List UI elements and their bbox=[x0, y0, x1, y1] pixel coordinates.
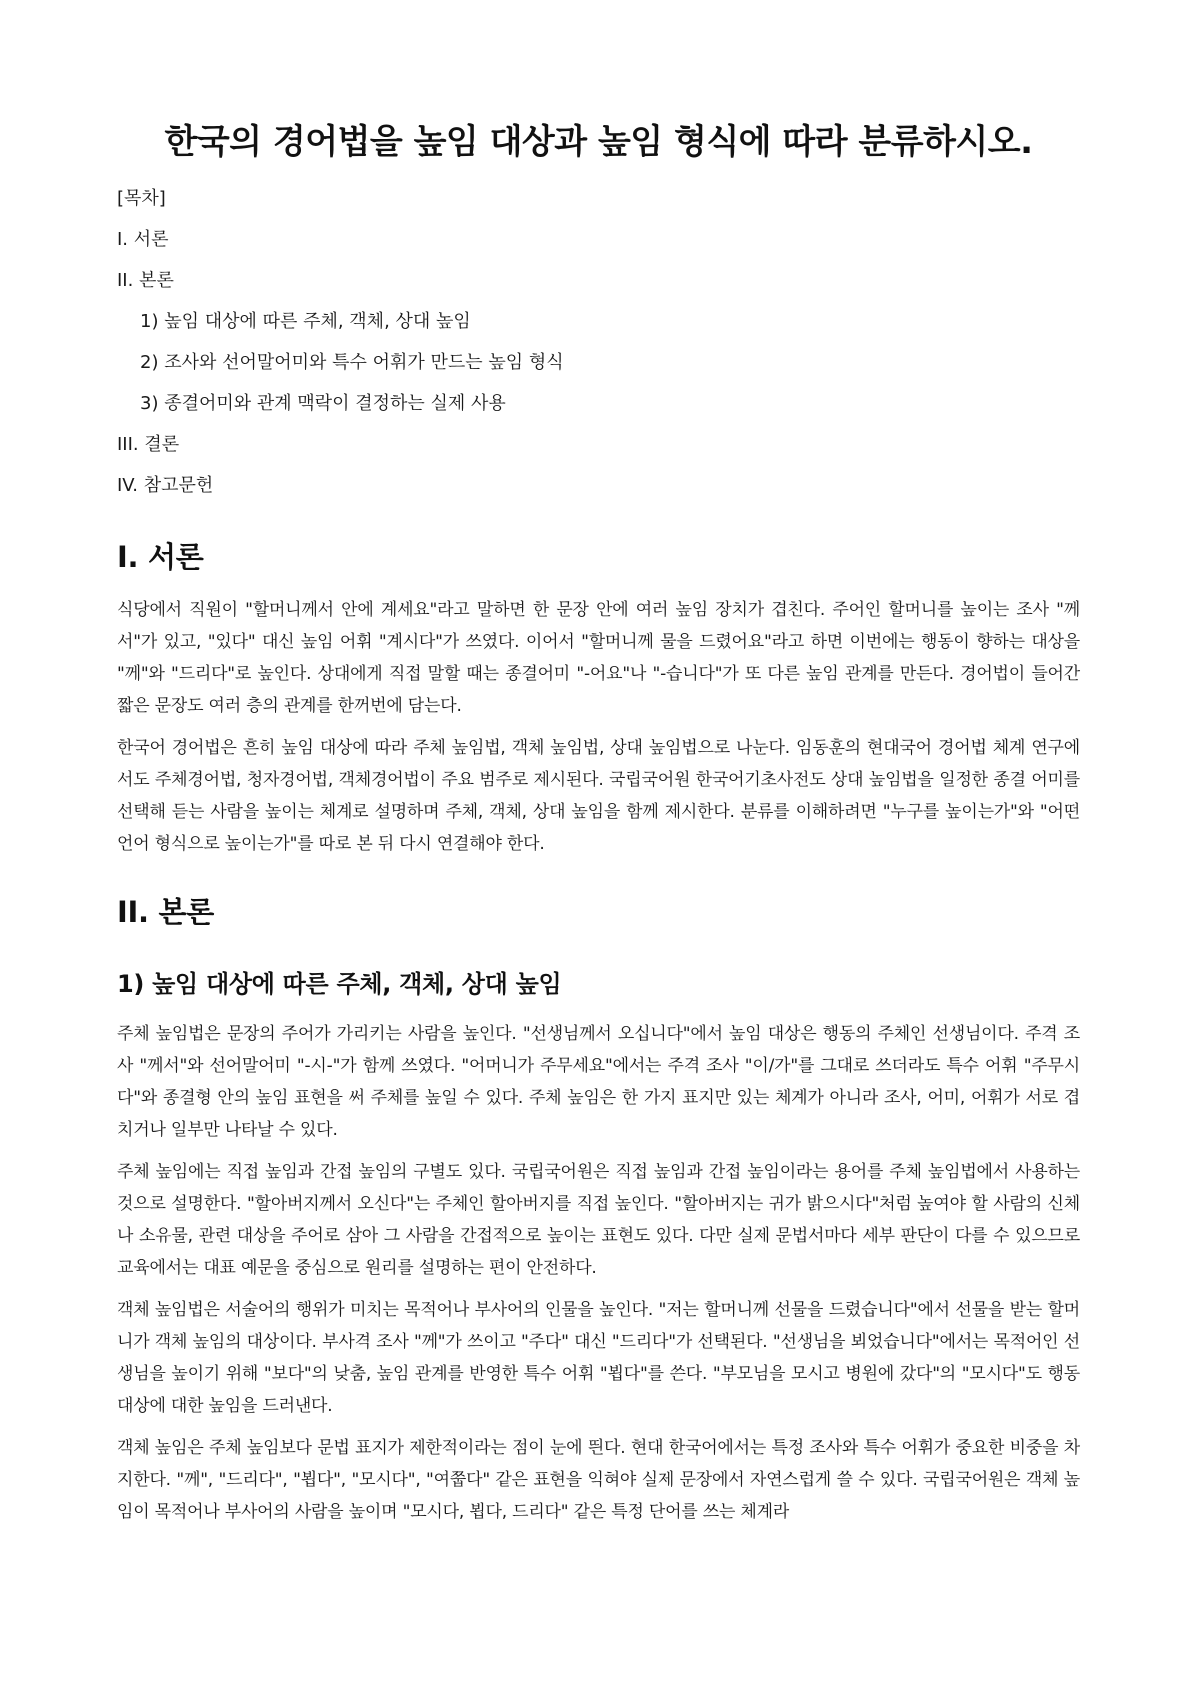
paragraph: 주체 높임에는 직접 높임과 간접 높임의 구별도 있다. 국립국어원은 직접 높임과 간접 높임이라는 용어를 주체 높임법에서 사용하는 것으로 설명한다. "할아버지께서 오신다"는 주체인 할아버지를 직접 높인다. "할아버지는 귀가 밝으시다"처럼 높여야 할 사람의 신체나 소유물, 관련 대상을 주어로 삼아 그 사람을 간접적으로 높이는 표현도 있다. 다만 실제 문법서마다 세부 판단이 다를 수 있으므로 교육에서는 대표 예문을 중심으로 원리를 설명하는 편이 안전하다. bbox=[117, 1162, 1080, 1278]
toc-heading: [목차] bbox=[117, 188, 166, 209]
toc-subitem: 3) 종결어미와 관계 맥락이 결정하는 실제 사용 bbox=[140, 393, 506, 414]
toc-item: I. 서론 bbox=[117, 229, 169, 250]
subsection-heading: 1) 높임 대상에 따른 주체, 객체, 상대 높임 bbox=[117, 970, 562, 998]
section-heading-body: II. 본론 bbox=[117, 895, 214, 929]
toc-item: IV. 참고문헌 bbox=[117, 475, 214, 496]
paragraph: 주체 높임법은 문장의 주어가 가리키는 사람을 높인다. "선생님께서 오십니다"에서 높임 대상은 행동의 주체인 선생님이다. 주격 조사 "께서"와 선어말어미 "-시-"가 함께 쓰였다. "어머니가 주무세요"에서는 주격 조사 "이/가"를 그대로 쓰더라도 특수 어휘 "주무시다"와 종결형 안의 높임 표현을 써 주체를 높일 수 있다. 주체 높임은 한 가지 표지만 있는 체계가 아니라 조사, 어미, 어휘가 서로 겹치거나 일부만 나타날 수 있다. bbox=[117, 1024, 1080, 1140]
toc-subitem: 1) 높임 대상에 따른 주체, 객체, 상대 높임 bbox=[140, 311, 471, 332]
paragraph: 객체 높임은 주체 높임보다 문법 표지가 제한적이라는 점이 눈에 띈다. 현대 한국어에서는 특정 조사와 특수 어휘가 중요한 비중을 차지한다. "께", "드리다", "뵙다", "모시다", "여쭙다" 같은 표현을 익혀야 실제 문장에서 자연스럽게 쓸 수 있다. 국립국어원은 객체 높임이 목적어나 부사어의 사람을 높이며 "모시다, 뵙다, 드리다" 같은 특정 단어를 쓰는 체계라 bbox=[117, 1438, 1080, 1522]
toc-subitem: 2) 조사와 선어말어미와 특수 어휘가 만드는 높임 형식 bbox=[140, 352, 564, 373]
section-heading-introduction: I. 서론 bbox=[117, 540, 204, 574]
paragraph: 객체 높임법은 서술어의 행위가 미치는 목적어나 부사어의 인물을 높인다. "저는 할머니께 선물을 드렸습니다"에서 선물을 받는 할머니가 객체 높임의 대상이다. 부사격 조사 "께"가 쓰이고 "주다" 대신 "드리다"가 선택된다. "선생님을 뵈었습니다"에서는 목적어인 선생님을 높이기 위해 "보다"의 낮춤, 높임 관계를 반영한 특수 어휘 "뵙다"를 쓴다. "부모님을 모시고 병원에 갔다"의 "모시다"도 행동 대상에 대한 높임을 드러낸다. bbox=[117, 1300, 1080, 1416]
paragraph: 식당에서 직원이 "할머니께서 안에 계세요"라고 말하면 한 문장 안에 여러 높임 장치가 겹친다. 주어인 할머니를 높이는 조사 "께서"가 있고, "있다" 대신 높임 어휘 "계시다"가 쓰였다. 이어서 "할머니께 물을 드렸어요"라고 하면 이번에는 행동이 향하는 대상을 "께"와 "드리다"로 높인다. 상대에게 직접 말할 때는 종결어미 "-어요"나 "-습니다"가 또 다른 높임 관계를 만든다. 경어법이 들어간 짧은 문장도 여러 층의 관계를 한꺼번에 담는다. bbox=[117, 600, 1080, 716]
table-of-contents bbox=[117, 187, 1080, 515]
toc-item: III. 결론 bbox=[117, 434, 180, 455]
paragraph: 한국어 경어법은 흔히 높임 대상에 따라 주체 높임법, 객체 높임법, 상대 높임법으로 나눈다. 임동훈의 현대국어 경어법 체계 연구에서도 주체경어법, 청자경어법, 객체경어법이 주요 범주로 제시된다. 국립국어원 한국어기초사전도 상대 높임법을 일정한 종결 어미를 선택해 듣는 사람을 높이는 체계로 설명하며 주체, 객체, 상대 높임을 함께 제시한다. 분류를 이해하려면 "누구를 높이는가"와 "어떤 언어 형식으로 높이는가"를 따로 본 뒤 다시 연결해야 한다. bbox=[117, 738, 1080, 854]
toc-item: II. 본론 bbox=[117, 270, 174, 291]
document-title: 한국의 경어법을 높임 대상과 높임 형식에 따라 분류하시오. bbox=[164, 122, 1033, 162]
